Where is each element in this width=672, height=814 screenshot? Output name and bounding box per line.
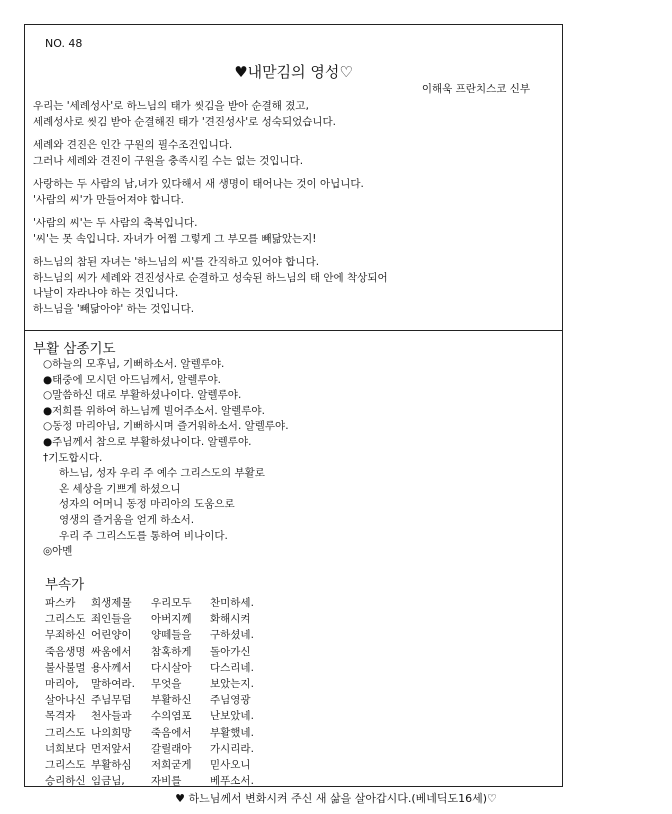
hymn-cell: 살아나신 xyxy=(45,694,86,707)
hymn-cell: 베푸소서. xyxy=(210,775,254,788)
hymn-cell: 임금님, xyxy=(91,775,125,788)
hymn-cell: 그리스도 xyxy=(45,613,86,626)
section-divider xyxy=(25,330,562,331)
hymn-cell: 보았는지. xyxy=(210,678,254,691)
hymn-cell: 부활하신 xyxy=(151,694,192,707)
text-line: 하느님의 참된 자녀는 '하느님의 씨'를 간직하고 있어야 합니다. xyxy=(33,256,320,268)
hymn-cell: 우리모두 xyxy=(151,597,192,609)
hymn-cell: 갈릴래아 xyxy=(151,742,192,755)
text-line: 하느님의 씨가 세례와 견진성사로 순결하고 성숙된 하느님의 태 안에 착상되어 xyxy=(33,271,388,284)
text-line: 세례와 견진은 인간 구원의 필수조건입니다. xyxy=(33,139,233,151)
hymn-cell: 자비를 xyxy=(151,775,182,788)
hymn-cell: 어린양이 xyxy=(91,629,132,642)
author-name: 이해욱 프란치스코 신부 xyxy=(421,83,530,95)
hymn-cell: 나의희망 xyxy=(91,726,132,739)
hymn-row xyxy=(45,725,254,741)
hymn-cell: 구하셨네. xyxy=(210,629,254,642)
hymn-cell: 믿사오니 xyxy=(210,759,251,772)
hymn-row xyxy=(45,660,254,676)
prayer-title: 부활 삼종기도 xyxy=(33,341,116,357)
hymn-cell: 난보았네. xyxy=(210,710,254,723)
hymn-cell: 마리아, xyxy=(45,678,79,691)
hymn-cell: 화해시켜 xyxy=(210,613,251,626)
hymn-cell: 목격자 xyxy=(45,710,76,723)
reflection-text xyxy=(33,99,558,325)
hymn-cell: 용사께서 xyxy=(91,661,132,674)
paragraph xyxy=(33,216,558,247)
text-line: '사람의 씨'가 만들어져야 합니다. xyxy=(33,193,184,206)
issue-number: NO. 48 xyxy=(45,37,83,50)
hymn-cell: 무엇을 xyxy=(151,678,182,691)
hymn-row xyxy=(45,741,254,757)
text-line: 하느님을 '빼닮아야' 하는 것입니다. xyxy=(33,302,195,315)
hymn-row xyxy=(45,708,254,724)
hymn-cell: 그리스도 xyxy=(45,726,86,739)
hymn-cell: 먼저앞서 xyxy=(91,742,132,755)
hymn-cell: 불사불멸 xyxy=(45,661,86,674)
hymn-cell: 주님영광 xyxy=(210,694,251,707)
hymn-cell: 주님무덤 xyxy=(91,694,132,707)
hymn-row xyxy=(45,692,254,708)
paragraph xyxy=(33,177,558,208)
hymn-cell: 다스리네. xyxy=(210,661,254,674)
hymn-row xyxy=(45,595,254,611)
hymn-cell: 가시리라. xyxy=(210,742,254,755)
prayer-line: ○동정 마리아님, 기뻐하시며 즐거워하소서. 알렐루야. xyxy=(43,420,289,433)
hymn-row xyxy=(45,757,254,773)
hymn-cell: 희생제물 xyxy=(91,597,132,609)
text-line: '사람의 씨'는 두 사람의 축복입니다. xyxy=(33,217,198,229)
hymn-row xyxy=(45,773,254,789)
prayer-line: †기도합시다. xyxy=(43,451,103,464)
prayer-line: 우리 주 그리스도를 통하여 비나이다. xyxy=(59,529,228,542)
hymn-row xyxy=(45,644,254,660)
hymn-cell: 무죄하신 xyxy=(45,629,86,642)
prayer-amen: ◎아멘 xyxy=(43,545,73,558)
prayer-text xyxy=(43,357,289,560)
hymn-title: 부속가 xyxy=(45,577,85,593)
prayer-line: 성자의 어머니 동정 마리아의 도움으로 xyxy=(59,498,235,511)
hymn-cell: 죽음에서 xyxy=(151,726,192,739)
paragraph xyxy=(33,99,558,130)
prayer-line: 온 세상을 기쁘게 하셨으니 xyxy=(59,482,181,495)
hymn-cell: 찬미하세. xyxy=(210,597,254,609)
prayer-line: ●주님께서 참으로 부활하셨나이다. 알렐루야. xyxy=(43,435,252,448)
hymn-cell: 파스카 xyxy=(45,597,76,609)
hymn-cell: 천사들과 xyxy=(91,710,132,723)
text-line: '씨'는 못 속입니다. 자녀가 어쩜 그렇게 그 부모를 빼닮았는지! xyxy=(33,232,317,245)
prayer-line: 하느님, 성자 우리 주 예수 그리스도의 부활로 xyxy=(59,467,265,480)
prayer-line: ○하늘의 모후님, 기뻐하소서. 알렐루야. xyxy=(43,358,225,370)
hymn-cell: 저희굳게 xyxy=(151,759,192,772)
hymn-cell: 부활했네. xyxy=(210,726,254,739)
footer-text: ♥ 하느님께서 변화시켜 주신 새 삶을 살아갑시다.(베네딕도16세)♡ xyxy=(175,792,497,805)
hymn-cell: 아버지께 xyxy=(151,613,192,626)
hymn-cell: 너희보다 xyxy=(45,742,86,755)
hymn-cell: 참혹하게 xyxy=(151,645,192,658)
prayer-line: ●태중에 모시던 아드님께서, 알렐루야. xyxy=(43,373,221,386)
text-line: 사랑하는 두 사람의 남,녀가 있다해서 새 생명이 태어나는 것이 아닙니다. xyxy=(33,178,364,190)
prayer-line: ●저희를 위하여 하느님께 빌어주소서. 알렐루야. xyxy=(43,404,265,417)
hymn-cell: 싸움에서 xyxy=(91,645,132,658)
hymn-cell: 부활하심 xyxy=(91,759,132,772)
text-line: 그러나 세례와 견진이 구원을 충족시킬 수는 없는 것입니다. xyxy=(33,154,304,167)
hymn-cell: 죄인들을 xyxy=(91,613,132,626)
hymn-cell: 죽음생명 xyxy=(45,645,86,658)
hymn-cell: 수의염포 xyxy=(151,710,192,723)
paragraph xyxy=(33,138,558,169)
text-line: 우리는 '세례성사'로 하느님의 태가 씻김을 받아 순결해 졌고, xyxy=(33,100,309,112)
hymn-cell: 말하여라. xyxy=(91,678,135,691)
text-line: 나날이 자라나야 하는 것입니다. xyxy=(33,287,179,299)
prayer-line: 영생의 즐거움을 얻게 하소서. xyxy=(59,513,195,526)
text-line: 세례성사로 씻김 받아 순결해진 태가 '견진성사'로 성숙되었습니다. xyxy=(33,115,336,128)
hymn-cell: 다시살아 xyxy=(151,661,192,674)
hymn-cell: 돌아가신 xyxy=(210,645,251,658)
hymn-row xyxy=(45,676,254,692)
paragraph xyxy=(33,255,558,317)
hymn-row xyxy=(45,611,254,627)
bulletin-frame xyxy=(24,24,563,787)
hymn-cell: 그리스도 xyxy=(45,759,86,772)
prayer-line: ○말씀하신 대로 부활하셨나이다. 알렐루야. xyxy=(43,389,242,402)
page-title: ♥내맏김의 영성♡ xyxy=(234,63,353,81)
hymn-row xyxy=(45,627,254,643)
hymn-cell: 승리하신 xyxy=(45,775,86,788)
hymn-cell: 양떼들을 xyxy=(151,629,192,642)
hymn-table xyxy=(45,595,254,789)
